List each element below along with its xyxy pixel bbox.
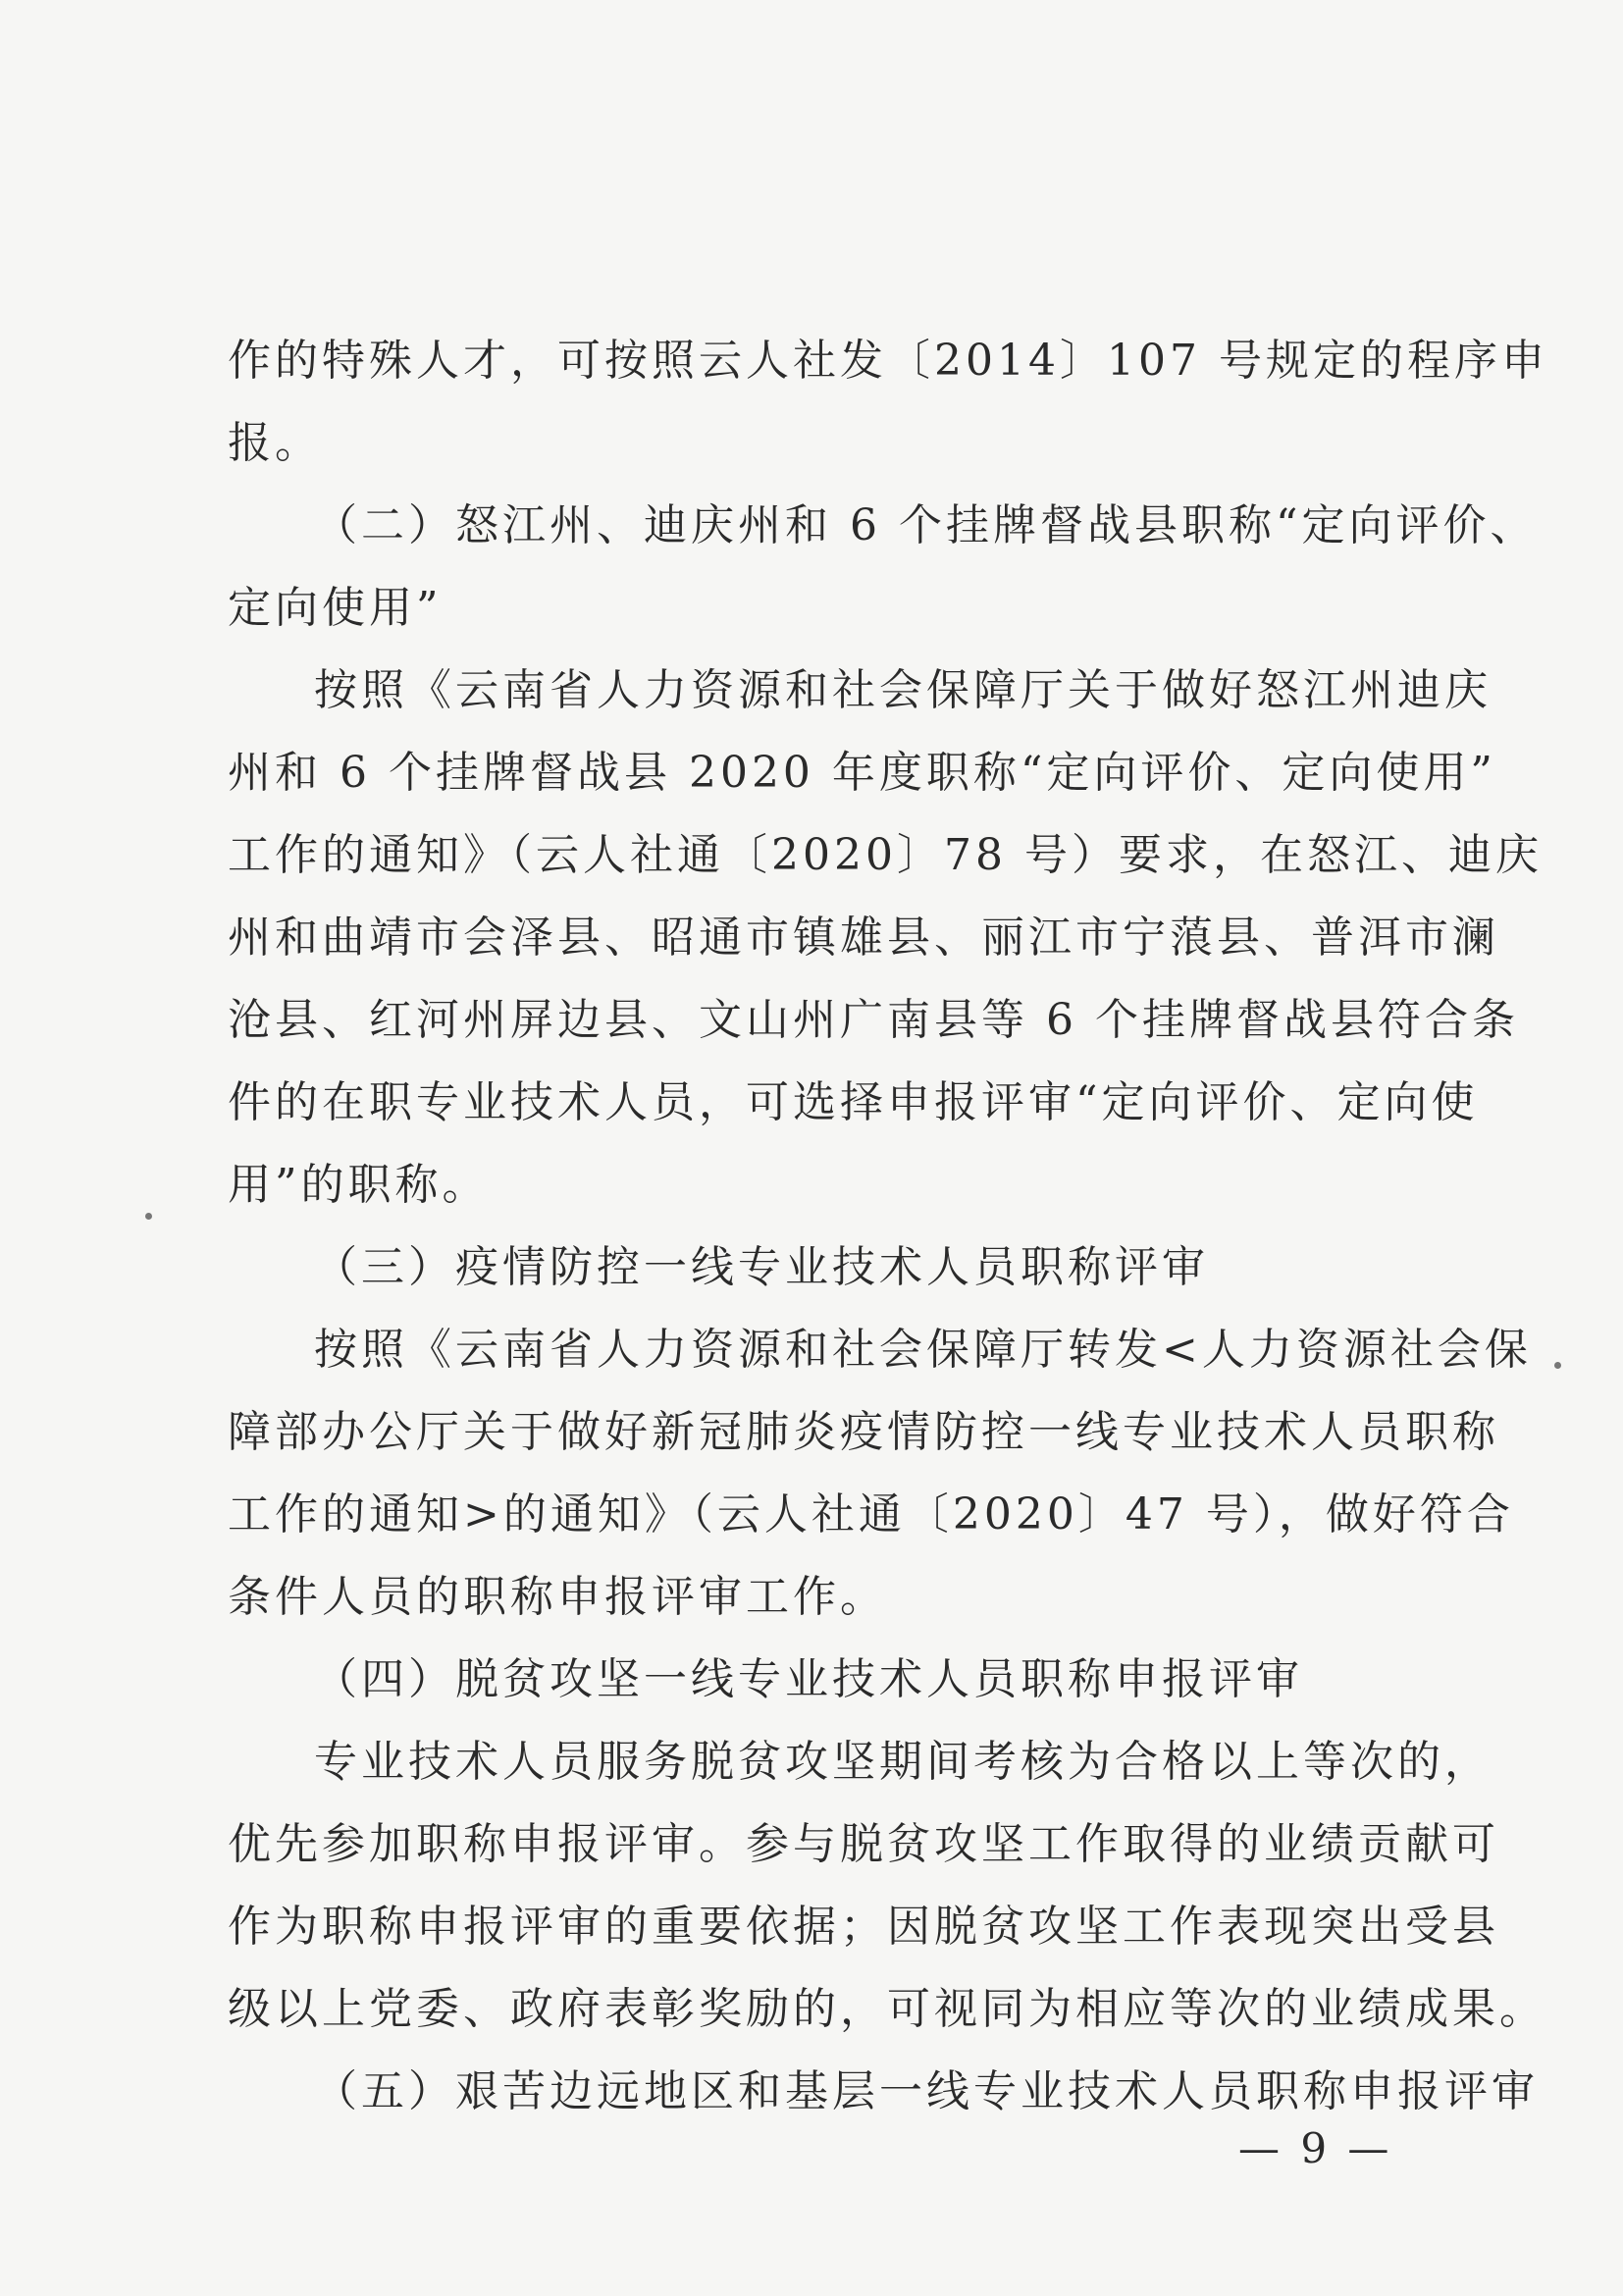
section-heading: 定向使用” (228, 583, 443, 633)
paragraph-line: 作为职称申报评审的重要依据；因脱贫攻坚工作表现突出受县 (228, 1902, 1499, 1952)
section-heading: （四）脱贫攻坚一线专业技术人员职称申报评审 (314, 1654, 1303, 1704)
paragraph-line: 优先参加职称申报评审。参与脱贫攻坚工作取得的业绩贡献可 (228, 1819, 1499, 1869)
scan-speck (1554, 1362, 1561, 1369)
paragraph-line: 按照《云南省人力资源和社会保障厅关于做好怒江州迪庆 (314, 665, 1492, 715)
paragraph-line: 工作的通知>的通知》（云人社通〔2020〕47 号），做好符合 (228, 1489, 1514, 1539)
paragraph-line: 条件人员的职称申报评审工作。 (228, 1572, 887, 1622)
paragraph-line: 工作的通知》（云人社通〔2020〕78 号）要求，在怒江、迪庆 (228, 830, 1543, 880)
page-number: — 9 — (1238, 2124, 1393, 2172)
section-heading: （三）疫情防控一线专业技术人员职称评审 (314, 1242, 1209, 1292)
paragraph-line: 州和 6 个挂牌督战县 2020 年度职称“定向评价、定向使用” (228, 748, 1496, 798)
paragraph-line: 作的特殊人才，可按照云人社发〔2014〕107 号规定的程序申 (228, 336, 1548, 386)
paragraph-line: 专业技术人员服务脱贫攻坚期间考核为合格以上等次的， (314, 1737, 1492, 1787)
section-heading: （五）艰苦边远地区和基层一线专业技术人员职称申报评审 (314, 2066, 1539, 2116)
paragraph-line: 报。 (228, 418, 322, 468)
paragraph-line: 级以上党委、政府表彰奖励的，可视同为相应等次的业绩成果。 (228, 1984, 1546, 2034)
paragraph-line: 州和曲靖市会泽县、昭通市镇雄县、丽江市宁蒗县、普洱市澜 (228, 913, 1499, 963)
paragraph-line: 障部办公厅关于做好新冠肺炎疫情防控一线专业技术人员职称 (228, 1407, 1499, 1457)
paragraph-line: 按照《云南省人力资源和社会保障厅转发<人力资源社会保 (314, 1325, 1532, 1375)
paragraph-line: 用”的职称。 (228, 1160, 490, 1210)
paragraph-line: 沧县、红河州屏边县、文山州广南县等 6 个挂牌督战县符合条 (228, 995, 1519, 1045)
paragraph-line: 件的在职专业技术人员，可选择申报评审“定向评价、定向使 (228, 1077, 1479, 1127)
scan-speck (145, 1213, 152, 1220)
section-heading: （二）怒江州、迪庆州和 6 个挂牌督战县职称“定向评价、 (314, 500, 1538, 550)
